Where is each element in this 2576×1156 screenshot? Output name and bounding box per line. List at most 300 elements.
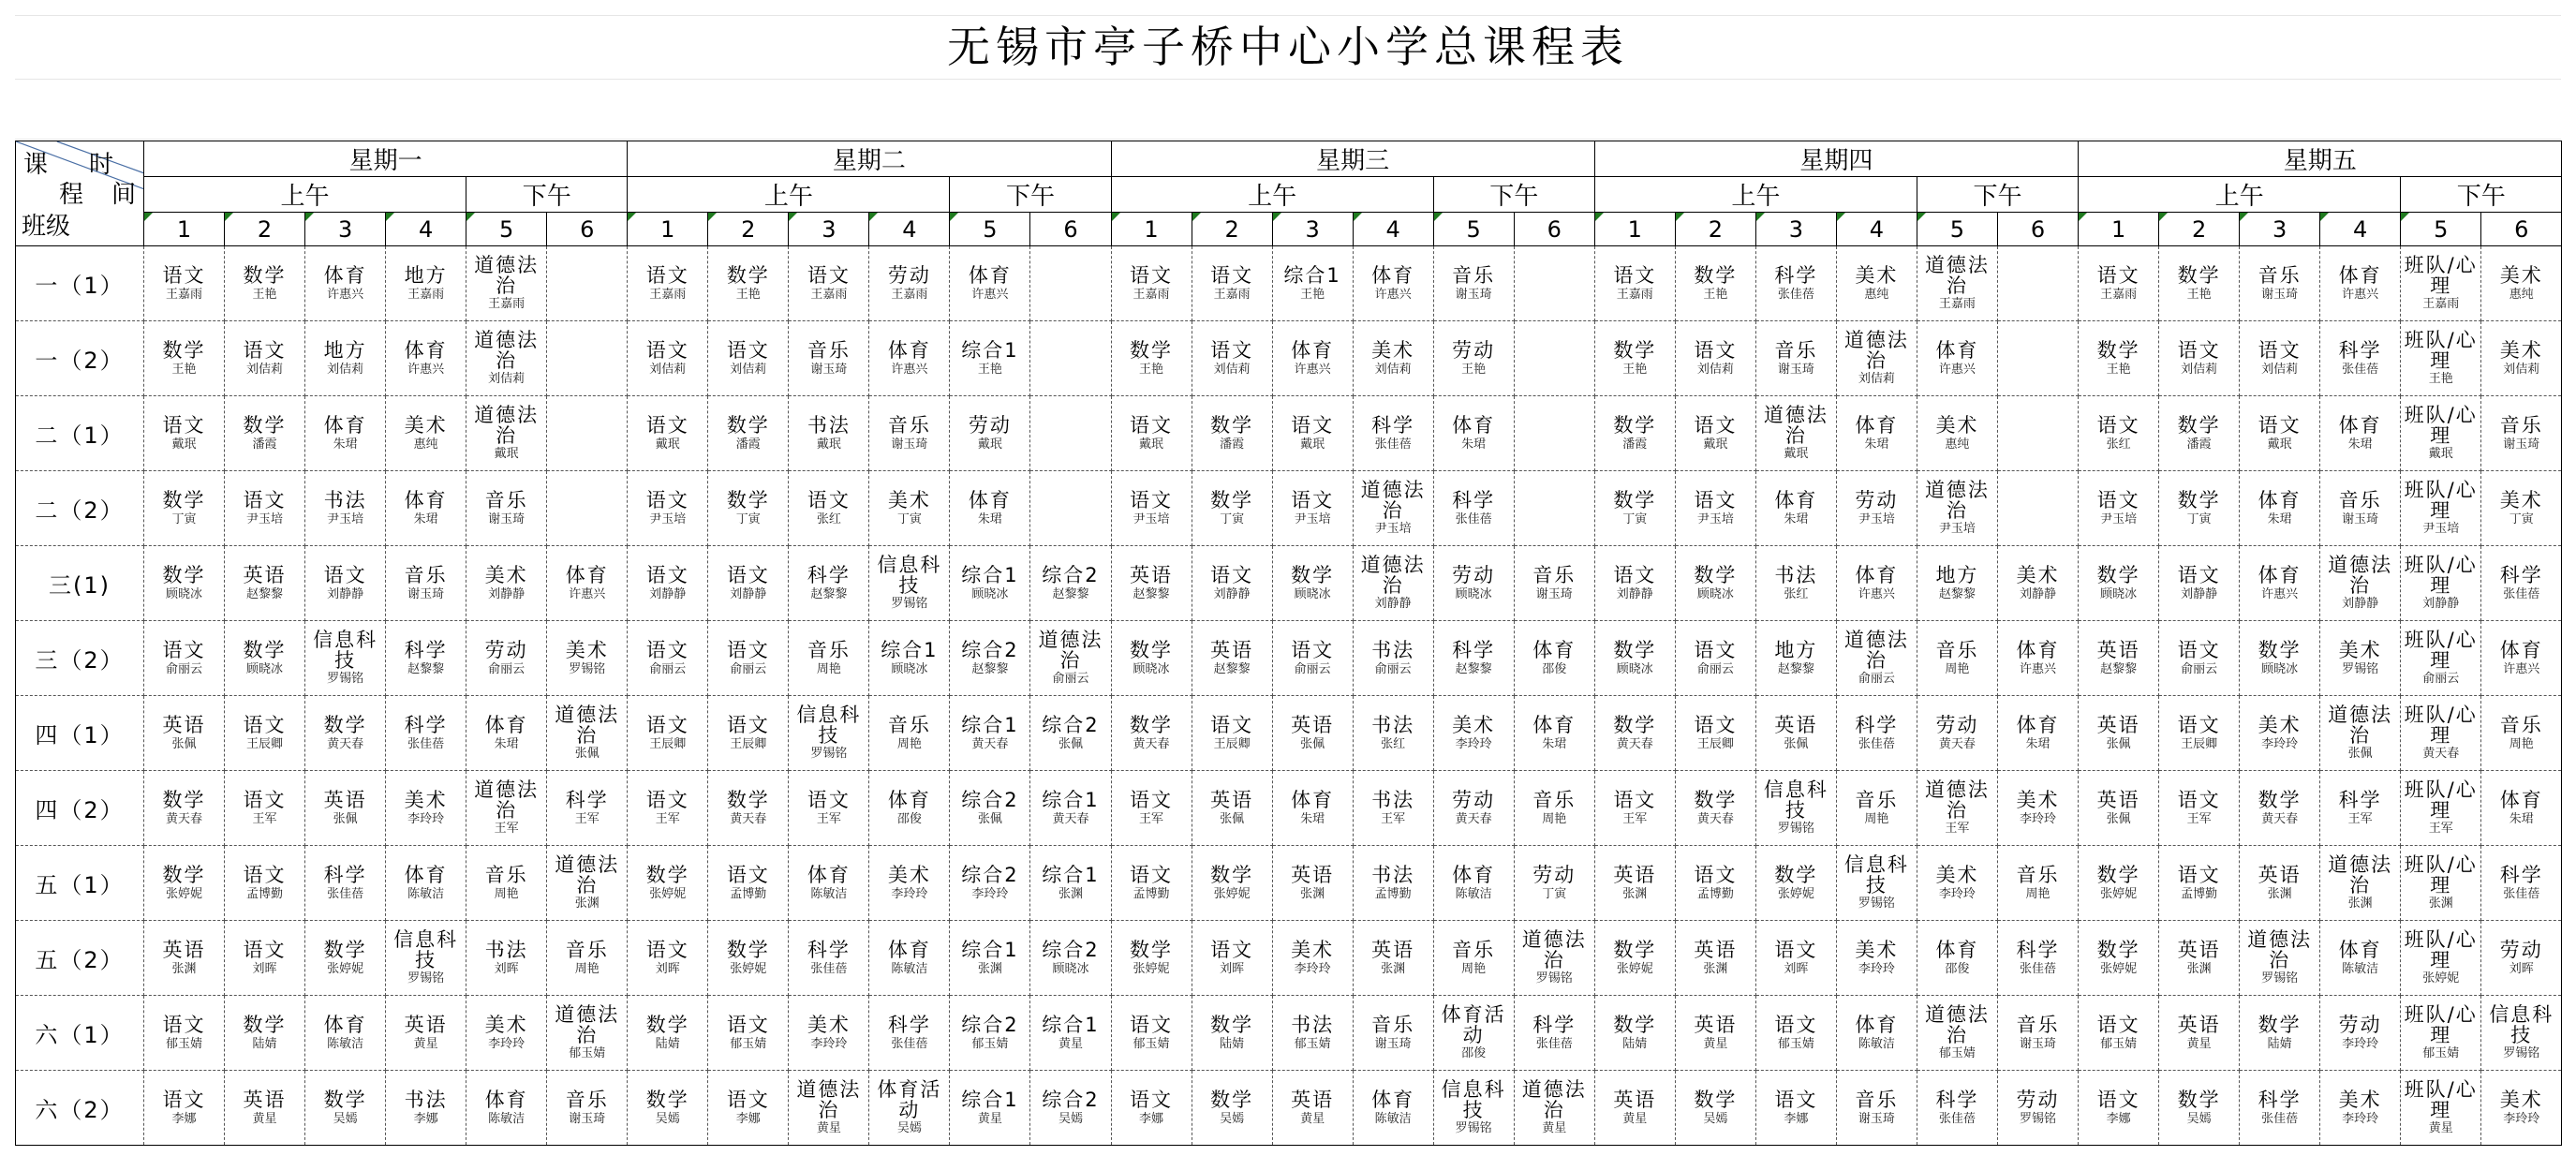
lesson-cell[interactable]: [2079, 1071, 2159, 1146]
lesson-cell[interactable]: [2159, 696, 2240, 771]
lesson-cell[interactable]: [225, 471, 305, 546]
lesson-cell[interactable]: [1111, 921, 1192, 996]
lesson-cell[interactable]: [144, 996, 225, 1071]
lesson-cell[interactable]: [1030, 546, 1111, 621]
lesson-cell[interactable]: [1353, 471, 1433, 546]
lesson-cell[interactable]: [1917, 696, 1997, 771]
lesson-cell[interactable]: [1917, 246, 1997, 321]
lesson-cell[interactable]: [1514, 546, 1594, 621]
lesson-cell[interactable]: [708, 246, 789, 321]
lesson-cell[interactable]: [547, 396, 628, 471]
lesson-cell[interactable]: [1111, 696, 1192, 771]
lesson-cell[interactable]: [305, 921, 386, 996]
lesson-cell[interactable]: [708, 546, 789, 621]
lesson-cell[interactable]: [1997, 321, 2078, 396]
lesson-cell[interactable]: [1192, 471, 1272, 546]
lesson-cell[interactable]: [2240, 1071, 2320, 1146]
lesson-cell[interactable]: [1594, 696, 1675, 771]
lesson-cell[interactable]: [2079, 696, 2159, 771]
lesson-cell[interactable]: [1111, 321, 1192, 396]
lesson-cell[interactable]: [1997, 246, 2078, 321]
lesson-cell[interactable]: [2079, 771, 2159, 846]
lesson-cell[interactable]: [2481, 846, 2562, 921]
lesson-cell[interactable]: [1353, 771, 1433, 846]
lesson-cell[interactable]: [1272, 246, 1353, 321]
lesson-cell[interactable]: [1594, 396, 1675, 471]
lesson-cell[interactable]: [2481, 621, 2562, 696]
lesson-cell[interactable]: [2320, 771, 2401, 846]
lesson-cell[interactable]: [628, 321, 708, 396]
lesson-cell[interactable]: [1675, 621, 1755, 696]
lesson-cell[interactable]: [1594, 621, 1675, 696]
lesson-cell[interactable]: [386, 996, 466, 1071]
lesson-cell[interactable]: [2401, 396, 2481, 471]
lesson-cell[interactable]: [2401, 321, 2481, 396]
lesson-cell[interactable]: [708, 1071, 789, 1146]
lesson-cell[interactable]: [386, 771, 466, 846]
lesson-cell[interactable]: [144, 321, 225, 396]
lesson-cell[interactable]: [789, 546, 869, 621]
lesson-cell[interactable]: [2159, 846, 2240, 921]
lesson-cell[interactable]: [305, 846, 386, 921]
lesson-cell[interactable]: [2079, 321, 2159, 396]
lesson-cell[interactable]: [466, 921, 547, 996]
lesson-cell[interactable]: [2079, 921, 2159, 996]
lesson-cell[interactable]: [386, 846, 466, 921]
lesson-cell[interactable]: [305, 471, 386, 546]
lesson-cell[interactable]: [950, 396, 1030, 471]
lesson-cell[interactable]: [1030, 396, 1111, 471]
lesson-cell[interactable]: [1917, 771, 1997, 846]
lesson-cell[interactable]: [2401, 471, 2481, 546]
lesson-cell[interactable]: [547, 1071, 628, 1146]
lesson-cell[interactable]: [1111, 246, 1192, 321]
lesson-cell[interactable]: [1433, 771, 1514, 846]
lesson-cell[interactable]: [708, 321, 789, 396]
lesson-cell[interactable]: [1353, 696, 1433, 771]
lesson-cell[interactable]: [2159, 1071, 2240, 1146]
lesson-cell[interactable]: [1433, 246, 1514, 321]
lesson-cell[interactable]: [1514, 621, 1594, 696]
lesson-cell[interactable]: [2159, 771, 2240, 846]
lesson-cell[interactable]: [2481, 1071, 2562, 1146]
lesson-cell[interactable]: [950, 921, 1030, 996]
lesson-cell[interactable]: [1675, 1071, 1755, 1146]
lesson-cell[interactable]: [1997, 1071, 2078, 1146]
lesson-cell[interactable]: [1836, 246, 1917, 321]
lesson-cell[interactable]: [1433, 1071, 1514, 1146]
lesson-cell[interactable]: [547, 546, 628, 621]
lesson-cell[interactable]: [1514, 921, 1594, 996]
lesson-cell[interactable]: [950, 621, 1030, 696]
lesson-cell[interactable]: [305, 321, 386, 396]
lesson-cell[interactable]: [1514, 771, 1594, 846]
lesson-cell[interactable]: [1030, 471, 1111, 546]
lesson-cell[interactable]: [1192, 996, 1272, 1071]
lesson-cell[interactable]: [789, 696, 869, 771]
lesson-cell[interactable]: [869, 471, 950, 546]
lesson-cell[interactable]: [547, 771, 628, 846]
lesson-cell[interactable]: [144, 546, 225, 621]
lesson-cell[interactable]: [2240, 621, 2320, 696]
lesson-cell[interactable]: [1514, 396, 1594, 471]
lesson-cell[interactable]: [225, 996, 305, 1071]
lesson-cell[interactable]: [2159, 396, 2240, 471]
lesson-cell[interactable]: [2079, 471, 2159, 546]
lesson-cell[interactable]: [1997, 696, 2078, 771]
lesson-cell[interactable]: [144, 771, 225, 846]
lesson-cell[interactable]: [1755, 846, 1836, 921]
lesson-cell[interactable]: [1675, 846, 1755, 921]
lesson-cell[interactable]: [1917, 471, 1997, 546]
lesson-cell[interactable]: [466, 771, 547, 846]
lesson-cell[interactable]: [1755, 321, 1836, 396]
lesson-cell[interactable]: [225, 1071, 305, 1146]
lesson-cell[interactable]: [2481, 546, 2562, 621]
lesson-cell[interactable]: [1675, 996, 1755, 1071]
lesson-cell[interactable]: [1917, 621, 1997, 696]
lesson-cell[interactable]: [1755, 621, 1836, 696]
lesson-cell[interactable]: [225, 696, 305, 771]
lesson-cell[interactable]: [1917, 921, 1997, 996]
lesson-cell[interactable]: [305, 246, 386, 321]
lesson-cell[interactable]: [1111, 771, 1192, 846]
lesson-cell[interactable]: [2481, 696, 2562, 771]
lesson-cell[interactable]: [547, 996, 628, 1071]
lesson-cell[interactable]: [1836, 546, 1917, 621]
lesson-cell[interactable]: [1030, 321, 1111, 396]
lesson-cell[interactable]: [2320, 696, 2401, 771]
lesson-cell[interactable]: [1836, 771, 1917, 846]
lesson-cell[interactable]: [2320, 621, 2401, 696]
lesson-cell[interactable]: [386, 621, 466, 696]
lesson-cell[interactable]: [789, 921, 869, 996]
lesson-cell[interactable]: [1755, 921, 1836, 996]
lesson-cell[interactable]: [1272, 771, 1353, 846]
lesson-cell[interactable]: [628, 696, 708, 771]
lesson-cell[interactable]: [869, 696, 950, 771]
lesson-cell[interactable]: [466, 846, 547, 921]
lesson-cell[interactable]: [1030, 246, 1111, 321]
lesson-cell[interactable]: [1836, 846, 1917, 921]
lesson-cell[interactable]: [708, 921, 789, 996]
lesson-cell[interactable]: [466, 696, 547, 771]
lesson-cell[interactable]: [1353, 996, 1433, 1071]
lesson-cell[interactable]: [1675, 771, 1755, 846]
lesson-cell[interactable]: [225, 246, 305, 321]
lesson-cell[interactable]: [1192, 696, 1272, 771]
lesson-cell[interactable]: [1353, 321, 1433, 396]
lesson-cell[interactable]: [1111, 471, 1192, 546]
lesson-cell[interactable]: [1997, 471, 2078, 546]
lesson-cell[interactable]: [789, 621, 869, 696]
lesson-cell[interactable]: [1594, 546, 1675, 621]
lesson-cell[interactable]: [1594, 1071, 1675, 1146]
lesson-cell[interactable]: [2401, 246, 2481, 321]
lesson-cell[interactable]: [466, 471, 547, 546]
lesson-cell[interactable]: [789, 321, 869, 396]
lesson-cell[interactable]: [869, 921, 950, 996]
lesson-cell[interactable]: [1111, 621, 1192, 696]
lesson-cell[interactable]: [225, 771, 305, 846]
lesson-cell[interactable]: [2320, 321, 2401, 396]
lesson-cell[interactable]: [869, 771, 950, 846]
lesson-cell[interactable]: [1514, 471, 1594, 546]
lesson-cell[interactable]: [2320, 471, 2401, 546]
lesson-cell[interactable]: [1594, 921, 1675, 996]
lesson-cell[interactable]: [2481, 921, 2562, 996]
lesson-cell[interactable]: [1594, 321, 1675, 396]
lesson-cell[interactable]: [1675, 321, 1755, 396]
lesson-cell[interactable]: [2401, 696, 2481, 771]
lesson-cell[interactable]: [144, 471, 225, 546]
lesson-cell[interactable]: [628, 621, 708, 696]
lesson-cell[interactable]: [628, 546, 708, 621]
lesson-cell[interactable]: [950, 996, 1030, 1071]
lesson-cell[interactable]: [225, 546, 305, 621]
lesson-cell[interactable]: [2320, 246, 2401, 321]
lesson-cell[interactable]: [1353, 546, 1433, 621]
lesson-cell[interactable]: [869, 321, 950, 396]
lesson-cell[interactable]: [2079, 996, 2159, 1071]
lesson-cell[interactable]: [1836, 1071, 1917, 1146]
lesson-cell[interactable]: [1433, 546, 1514, 621]
lesson-cell[interactable]: [2481, 471, 2562, 546]
lesson-cell[interactable]: [2320, 396, 2401, 471]
lesson-cell[interactable]: [2079, 621, 2159, 696]
lesson-cell[interactable]: [1755, 546, 1836, 621]
lesson-cell[interactable]: [1030, 921, 1111, 996]
lesson-cell[interactable]: [789, 1071, 869, 1146]
lesson-cell[interactable]: [1192, 771, 1272, 846]
lesson-cell[interactable]: [144, 696, 225, 771]
lesson-cell[interactable]: [466, 246, 547, 321]
lesson-cell[interactable]: [2481, 246, 2562, 321]
lesson-cell[interactable]: [305, 396, 386, 471]
lesson-cell[interactable]: [2481, 996, 2562, 1071]
lesson-cell[interactable]: [1675, 921, 1755, 996]
lesson-cell[interactable]: [2240, 921, 2320, 996]
lesson-cell[interactable]: [1514, 996, 1594, 1071]
lesson-cell[interactable]: [1353, 1071, 1433, 1146]
lesson-cell[interactable]: [1917, 996, 1997, 1071]
lesson-cell[interactable]: [628, 396, 708, 471]
lesson-cell[interactable]: [547, 921, 628, 996]
lesson-cell[interactable]: [2401, 996, 2481, 1071]
lesson-cell[interactable]: [869, 396, 950, 471]
lesson-cell[interactable]: [1917, 321, 1997, 396]
lesson-cell[interactable]: [869, 246, 950, 321]
lesson-cell[interactable]: [1836, 396, 1917, 471]
lesson-cell[interactable]: [2079, 846, 2159, 921]
lesson-cell[interactable]: [789, 846, 869, 921]
lesson-cell[interactable]: [144, 621, 225, 696]
lesson-cell[interactable]: [1997, 996, 2078, 1071]
lesson-cell[interactable]: [1433, 846, 1514, 921]
lesson-cell[interactable]: [1997, 396, 2078, 471]
lesson-cell[interactable]: [305, 996, 386, 1071]
lesson-cell[interactable]: [2401, 771, 2481, 846]
lesson-cell[interactable]: [708, 696, 789, 771]
lesson-cell[interactable]: [547, 621, 628, 696]
lesson-cell[interactable]: [466, 321, 547, 396]
lesson-cell[interactable]: [950, 846, 1030, 921]
lesson-cell[interactable]: [1594, 246, 1675, 321]
lesson-cell[interactable]: [1836, 621, 1917, 696]
lesson-cell[interactable]: [1433, 321, 1514, 396]
lesson-cell[interactable]: [1111, 546, 1192, 621]
lesson-cell[interactable]: [2159, 321, 2240, 396]
lesson-cell[interactable]: [2240, 396, 2320, 471]
lesson-cell[interactable]: [1997, 846, 2078, 921]
lesson-cell[interactable]: [1192, 1071, 1272, 1146]
lesson-cell[interactable]: [628, 771, 708, 846]
lesson-cell[interactable]: [1514, 1071, 1594, 1146]
lesson-cell[interactable]: [305, 546, 386, 621]
lesson-cell[interactable]: [2240, 546, 2320, 621]
lesson-cell[interactable]: [1433, 996, 1514, 1071]
lesson-cell[interactable]: [2240, 246, 2320, 321]
lesson-cell[interactable]: [1272, 846, 1353, 921]
lesson-cell[interactable]: [2159, 621, 2240, 696]
lesson-cell[interactable]: [1030, 621, 1111, 696]
lesson-cell[interactable]: [2159, 471, 2240, 546]
lesson-cell[interactable]: [1755, 771, 1836, 846]
lesson-cell[interactable]: [144, 846, 225, 921]
lesson-cell[interactable]: [628, 846, 708, 921]
lesson-cell[interactable]: [628, 1071, 708, 1146]
lesson-cell[interactable]: [1514, 246, 1594, 321]
lesson-cell[interactable]: [1755, 396, 1836, 471]
lesson-cell[interactable]: [1030, 996, 1111, 1071]
lesson-cell[interactable]: [1675, 246, 1755, 321]
lesson-cell[interactable]: [708, 396, 789, 471]
lesson-cell[interactable]: [950, 696, 1030, 771]
lesson-cell[interactable]: [1111, 846, 1192, 921]
lesson-cell[interactable]: [789, 396, 869, 471]
lesson-cell[interactable]: [386, 321, 466, 396]
lesson-cell[interactable]: [628, 996, 708, 1071]
lesson-cell[interactable]: [1353, 921, 1433, 996]
lesson-cell[interactable]: [466, 546, 547, 621]
lesson-cell[interactable]: [950, 1071, 1030, 1146]
lesson-cell[interactable]: [2320, 546, 2401, 621]
lesson-cell[interactable]: [789, 996, 869, 1071]
lesson-cell[interactable]: [144, 1071, 225, 1146]
lesson-cell[interactable]: [1997, 546, 2078, 621]
lesson-cell[interactable]: [950, 246, 1030, 321]
lesson-cell[interactable]: [305, 621, 386, 696]
lesson-cell[interactable]: [1353, 621, 1433, 696]
lesson-cell[interactable]: [547, 696, 628, 771]
lesson-cell[interactable]: [547, 246, 628, 321]
lesson-cell[interactable]: [1594, 771, 1675, 846]
lesson-cell[interactable]: [1836, 321, 1917, 396]
lesson-cell[interactable]: [1433, 696, 1514, 771]
lesson-cell[interactable]: [2159, 546, 2240, 621]
lesson-cell[interactable]: [547, 321, 628, 396]
lesson-cell[interactable]: [1111, 396, 1192, 471]
lesson-cell[interactable]: [1433, 396, 1514, 471]
lesson-cell[interactable]: [2481, 321, 2562, 396]
lesson-cell[interactable]: [950, 471, 1030, 546]
lesson-cell[interactable]: [1997, 771, 2078, 846]
lesson-cell[interactable]: [1917, 1071, 1997, 1146]
lesson-cell[interactable]: [144, 921, 225, 996]
lesson-cell[interactable]: [2401, 846, 2481, 921]
lesson-cell[interactable]: [1111, 996, 1192, 1071]
lesson-cell[interactable]: [1917, 846, 1997, 921]
lesson-cell[interactable]: [1272, 1071, 1353, 1146]
lesson-cell[interactable]: [2240, 471, 2320, 546]
lesson-cell[interactable]: [1836, 921, 1917, 996]
lesson-cell[interactable]: [1836, 471, 1917, 546]
lesson-cell[interactable]: [869, 1071, 950, 1146]
lesson-cell[interactable]: [386, 471, 466, 546]
lesson-cell[interactable]: [1433, 471, 1514, 546]
lesson-cell[interactable]: [1836, 696, 1917, 771]
lesson-cell[interactable]: [1272, 996, 1353, 1071]
lesson-cell[interactable]: [1353, 246, 1433, 321]
lesson-cell[interactable]: [708, 771, 789, 846]
lesson-cell[interactable]: [1594, 846, 1675, 921]
lesson-cell[interactable]: [628, 246, 708, 321]
lesson-cell[interactable]: [869, 996, 950, 1071]
lesson-cell[interactable]: [628, 471, 708, 546]
lesson-cell[interactable]: [1192, 921, 1272, 996]
lesson-cell[interactable]: [708, 471, 789, 546]
lesson-cell[interactable]: [305, 1071, 386, 1146]
lesson-cell[interactable]: [1514, 846, 1594, 921]
lesson-cell[interactable]: [2240, 771, 2320, 846]
lesson-cell[interactable]: [2079, 546, 2159, 621]
lesson-cell[interactable]: [1997, 921, 2078, 996]
lesson-cell[interactable]: [1755, 471, 1836, 546]
lesson-cell[interactable]: [466, 621, 547, 696]
lesson-cell[interactable]: [305, 771, 386, 846]
lesson-cell[interactable]: [386, 696, 466, 771]
lesson-cell[interactable]: [2401, 621, 2481, 696]
lesson-cell[interactable]: [2159, 996, 2240, 1071]
lesson-cell[interactable]: [869, 621, 950, 696]
lesson-cell[interactable]: [1272, 696, 1353, 771]
lesson-cell[interactable]: [1675, 696, 1755, 771]
lesson-cell[interactable]: [950, 546, 1030, 621]
lesson-cell[interactable]: [2481, 396, 2562, 471]
lesson-cell[interactable]: [1111, 1071, 1192, 1146]
lesson-cell[interactable]: [1836, 996, 1917, 1071]
lesson-cell[interactable]: [2481, 771, 2562, 846]
lesson-cell[interactable]: [1514, 696, 1594, 771]
lesson-cell[interactable]: [869, 846, 950, 921]
lesson-cell[interactable]: [1030, 1071, 1111, 1146]
lesson-cell[interactable]: [2320, 1071, 2401, 1146]
lesson-cell[interactable]: [225, 921, 305, 996]
lesson-cell[interactable]: [225, 396, 305, 471]
lesson-cell[interactable]: [2240, 696, 2320, 771]
lesson-cell[interactable]: [466, 396, 547, 471]
lesson-cell[interactable]: [225, 621, 305, 696]
lesson-cell[interactable]: [1272, 921, 1353, 996]
lesson-cell[interactable]: [708, 846, 789, 921]
lesson-cell[interactable]: [1272, 546, 1353, 621]
lesson-cell[interactable]: [2240, 846, 2320, 921]
lesson-cell[interactable]: [1997, 621, 2078, 696]
lesson-cell[interactable]: [1755, 246, 1836, 321]
lesson-cell[interactable]: [1272, 321, 1353, 396]
lesson-cell[interactable]: [628, 921, 708, 996]
lesson-cell[interactable]: [466, 1071, 547, 1146]
